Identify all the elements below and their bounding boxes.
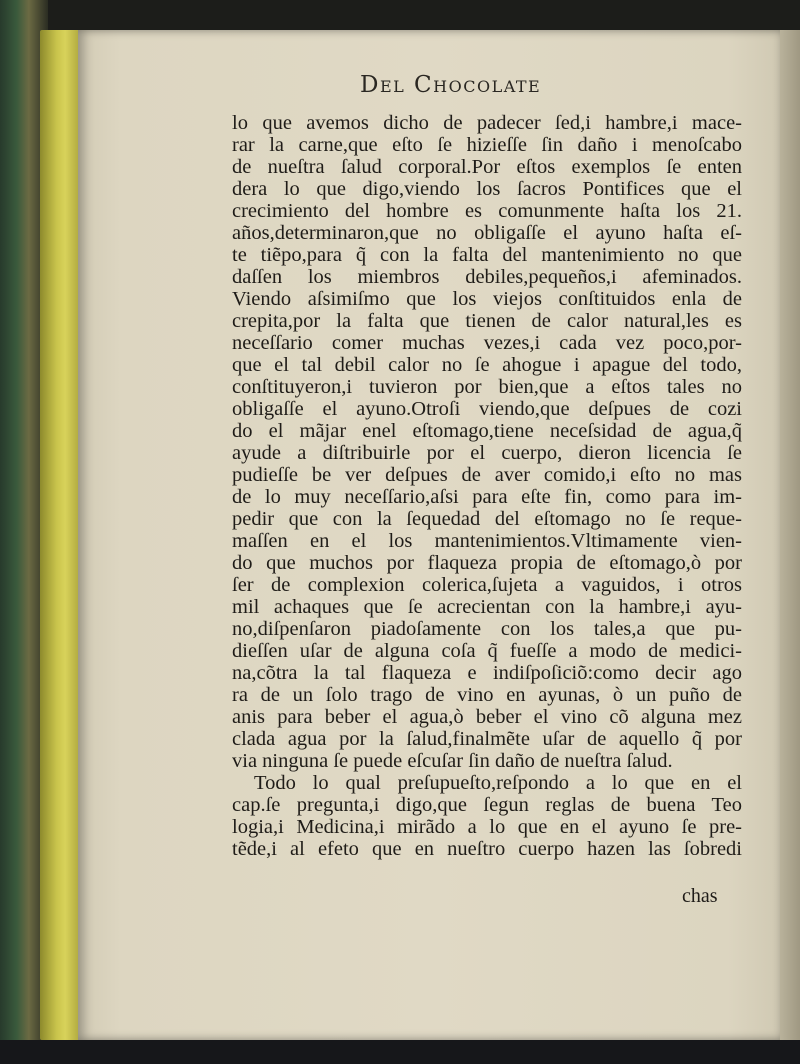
text-line: do que muchos por flaqueza propia de eſtomago,ò por: [232, 552, 742, 574]
text-line: obligaſſe el ayuno.Otroſi viendo,que deſpues de cozi: [232, 398, 742, 420]
text-line: Todo lo qual preſupueſto,reſpondo a lo que en el: [254, 772, 742, 794]
text-line: ra de un ſolo trago de vino en ayunas, ò un puño de: [232, 684, 742, 706]
text-line: dera lo que digo,viendo los ſacros Pontifices que el: [232, 178, 742, 200]
page-right-edge: [780, 30, 800, 1040]
text-line: conſtituyeron,i tuvieron por bien,que a eſtos tales no: [232, 376, 742, 398]
text-line: na,cõtra la tal flaqueza e indiſpoſiciõ:como decir ago: [232, 662, 742, 684]
text-line: Viendo aſsimiſmo que los viejos conſtituidos enla de: [232, 288, 742, 310]
text-line: ſer de complexion colerica,ſujeta a vaguidos, i otros: [232, 574, 742, 596]
text-line: que el tal debil calor no ſe ahogue i apague del todo,: [232, 354, 742, 376]
text-line: rar la carne,que eſto ſe hizieſſe ſin daño i menoſcabo: [232, 134, 742, 156]
text-line: te tiẽpo,para q̃ con la falta del mantenimiento no que: [232, 244, 742, 266]
running-head: Del Chocolate: [360, 72, 542, 98]
text-line: mil achaques que ſe acrecientan con la hambre,i ayu-: [232, 596, 742, 618]
text-line: ayude a diſtribuirle por el cuerpo, dieron licencia ſe: [232, 442, 742, 464]
text-line: do el mãjar enel eſtomago,tiene neceſsidad de agua,q̃: [232, 420, 742, 442]
body-text: [232, 112, 742, 860]
text-line: dieſſen uſar de alguna coſa q̃ fueſſe a modo de medici-: [232, 640, 742, 662]
text-line: lo que avemos dicho de padecer ſed,i hambre,i mace-: [232, 112, 742, 134]
text-line: cap.ſe pregunta,i digo,que ſegun reglas de buena Teo: [232, 794, 742, 816]
text-line: tẽde,i al efeto que en nueſtro cuerpo hazen las ſobredi: [232, 838, 742, 860]
text-line: anis para beber el agua,ò beber el vino cõ alguna mez: [232, 706, 742, 728]
catchword: chas: [682, 885, 718, 907]
text-line: neceſſario comer muchas vezes,i cada vez poco,por-: [232, 332, 742, 354]
text-line: daſſen los miembros debiles,pequeños,i afeminados.: [232, 266, 742, 288]
text-line: via ninguna ſe puede eſcuſar ſin daño de nueſtra ſalud.: [232, 750, 673, 772]
gilt-page-edge: [40, 30, 82, 1040]
text-line: pedir que con la ſequedad del eſtomago no ſe reque-: [232, 508, 742, 530]
text-line: clada agua por la ſalud,finalmẽte uſar de aquello q̃ por: [232, 728, 742, 750]
text-line: años,determinaron,que no obligaſſe el ayuno haſta eſ-: [232, 222, 742, 244]
background-bottom: [0, 1040, 800, 1064]
text-line: crepita,por la falta que tienen de calor natural,les es: [232, 310, 742, 332]
text-line: pudieſſe be ver deſpues de aver comido,i eſto no mas: [232, 464, 742, 486]
text-line: no,diſpenſaron piadoſamente con los tales,a que pu-: [232, 618, 742, 640]
text-line: de nueſtra ſalud corporal.Por eſtos exemplos ſe enten: [232, 156, 742, 178]
text-line: logia,i Medicina,i mirãdo a lo que en el ayuno ſe pre-: [232, 816, 742, 838]
text-line: maſſen en el los mantenimientos.Vltimamente vien-: [232, 530, 742, 552]
text-line: crecimiento del hombre es comunmente haſta los 21.: [232, 200, 742, 222]
text-line: de lo muy neceſſario,aſsi para eſte fin, como para im-: [232, 486, 742, 508]
